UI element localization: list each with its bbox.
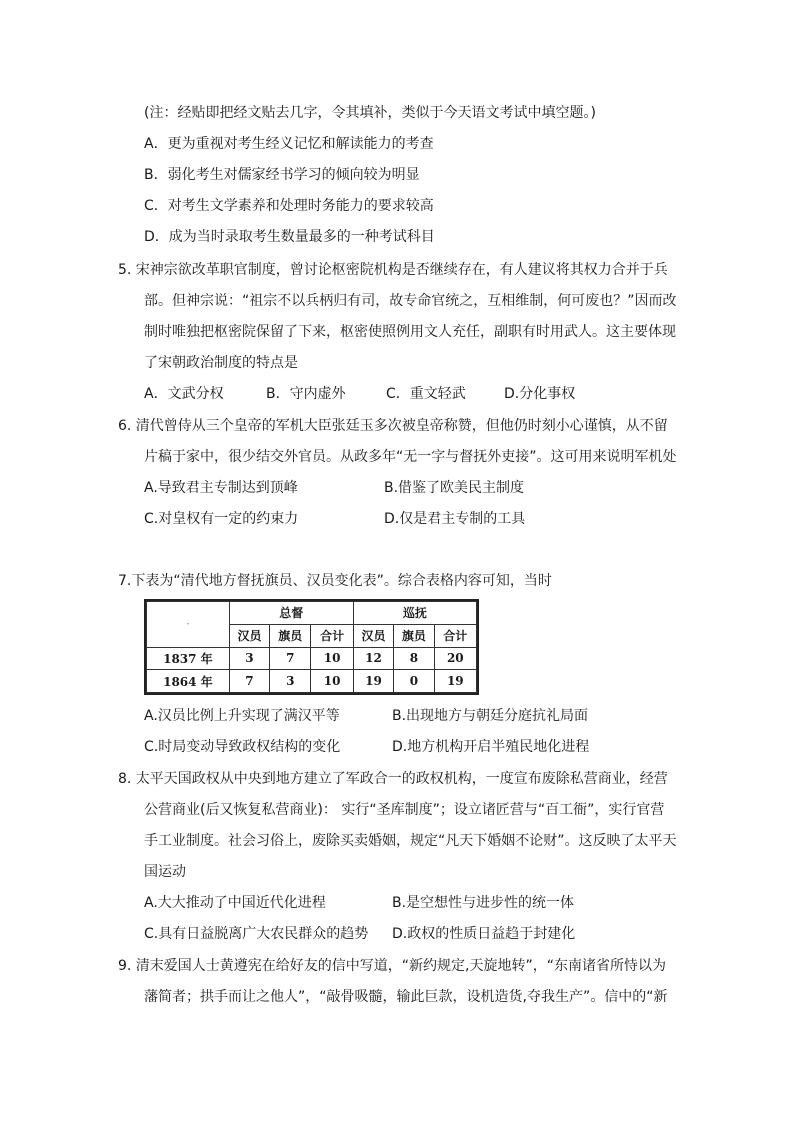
table-row	[147, 647, 477, 670]
q5-option-c: C．重文轻武	[386, 386, 466, 402]
q5-stem-line: 了宋朝政治制度的特点是	[144, 355, 298, 371]
table-group-header-xunfu: 巡抚	[353, 602, 476, 625]
q7-stem: 7.下表为“清代地方督抚旗员、汉员变化表”。综合表格内容可知，当时	[118, 573, 552, 589]
table-corner: ·	[147, 602, 230, 648]
table-row-year: 1864 年	[147, 670, 230, 693]
table-cell: 10	[311, 670, 353, 693]
q5-option-b: B．守内虚外	[266, 386, 346, 402]
q8-stem-line: 公营商业(后又恢复私营商业)： 实行“圣库制度”；设立诸匠营与“百工衙”，实行官营	[144, 802, 665, 818]
q7-option-d: D.地方机构开启半殖民地化进程	[392, 739, 590, 755]
table-cell: 8	[394, 647, 434, 670]
table-cell: 3	[270, 670, 311, 693]
q8-option-c: C.具有日益脱离广大农民群众的趋势	[144, 926, 369, 942]
table-subheader: 合计	[311, 624, 353, 647]
governor-change-table	[144, 599, 479, 695]
table-cell: 7	[229, 670, 269, 693]
q8-stem-line: 8. 太平天国政权从中央到地方建立了军政合一的政权机构，一度宣布废除私营商业，经营	[118, 771, 668, 787]
q6-option-a: A.导致君主专制达到顶峰	[144, 480, 298, 496]
table-cell: 7	[270, 647, 311, 670]
q8-option-d: D.政权的性质日益趋于封建化	[392, 926, 576, 942]
q6-stem-line: 片稿于家中，很少结交外官员。从政多年“无一字与督抚外吏接”。这可用来说明军机处	[144, 449, 677, 465]
q7-option-a: A.汉员比例上升实现了满汉平等	[144, 708, 340, 724]
q4-option-b: B．弱化考生对儒家经书学习的倾向较为明显	[144, 167, 420, 183]
q9-stem-line: 藩简者；拱手而让之他人”，“敲骨吸髓，输此巨款，设机造货,夺我生产”。信中的“新	[144, 989, 668, 1005]
table-cell: 20	[434, 647, 476, 670]
table-subheader: 汉员	[229, 624, 269, 647]
q5-option-d: D.分化事权	[504, 386, 576, 402]
q6-stem-line: 6. 清代曾侍从三个皇帝的军机大臣张廷玉多次被皇帝称赞，但他仍时刻小心谨慎，从不留	[118, 418, 668, 434]
table-cell: 19	[434, 670, 476, 693]
table-subheader: 旗员	[270, 624, 311, 647]
q4-option-d: D．成为当时录取考生数量最多的一种考试科目	[144, 229, 435, 245]
table-cell: 0	[394, 670, 434, 693]
q5-stem-line: 部。但神宗说：“祖宗不以兵柄归有司，故专命官统之，互相维制，何可废也？”因而改	[144, 293, 677, 309]
table-subheader: 旗员	[394, 624, 434, 647]
table-subheader: 汉员	[353, 624, 393, 647]
q6-option-d: D.仅是君主专制的工具	[384, 511, 526, 527]
q7-option-b: B.出现地方与朝廷分庭抗礼局面	[392, 708, 589, 724]
table-cell: 19	[353, 670, 393, 693]
q5-stem-line: 制时唯独把枢密院保留了下来，枢密使照例用文人充任，副职有时用武人。这主要体现	[144, 324, 676, 340]
table-cell: 12	[353, 647, 393, 670]
table-row-year: 1837 年	[147, 647, 230, 670]
table-group-header-zongdu: 总督	[229, 602, 353, 625]
table-row	[147, 670, 477, 693]
q5-option-a: A．文武分权	[144, 386, 224, 402]
q7-option-c: C.时局变动导致政权结构的变化	[144, 739, 341, 755]
table-subheader: 合计	[434, 624, 476, 647]
table-cell: 10	[311, 647, 353, 670]
q4-option-a: A．更为重视对考生经义记忆和解读能力的考查	[144, 136, 434, 152]
q6-option-b: B.借鉴了欧美民主制度	[384, 480, 525, 496]
table-cell: 3	[229, 647, 269, 670]
note-text: (注：经贴即把经文贴去几字，令其填补，类似于今天语文考试中填空题。)	[144, 105, 596, 121]
q8-option-b: B.是空想性与进步性的统一体	[392, 895, 575, 911]
q4-option-c: C．对考生文学素养和处理时务能力的要求较高	[144, 198, 434, 214]
q6-option-c: C.对皇权有一定的约束力	[144, 511, 299, 527]
q8-stem-line: 手工业制度。社会习俗上，废除买卖婚姻，规定“凡天下婚姻不论财”。这反映了太平天	[144, 833, 677, 849]
q8-stem-line: 国运动	[144, 864, 186, 880]
q5-stem-line: 5. 宋神宗欲改革职官制度，曾讨论枢密院机构是否继续存在，有人建议将其权力合并于兵	[118, 262, 668, 278]
q9-stem-line: 9. 清末爱国人士黄遵宪在给好友的信中写道，“新约规定,天旋地转”，“东南诸省所恃以为	[118, 958, 667, 974]
q8-option-a: A.大大推动了中国近代化进程	[144, 895, 326, 911]
